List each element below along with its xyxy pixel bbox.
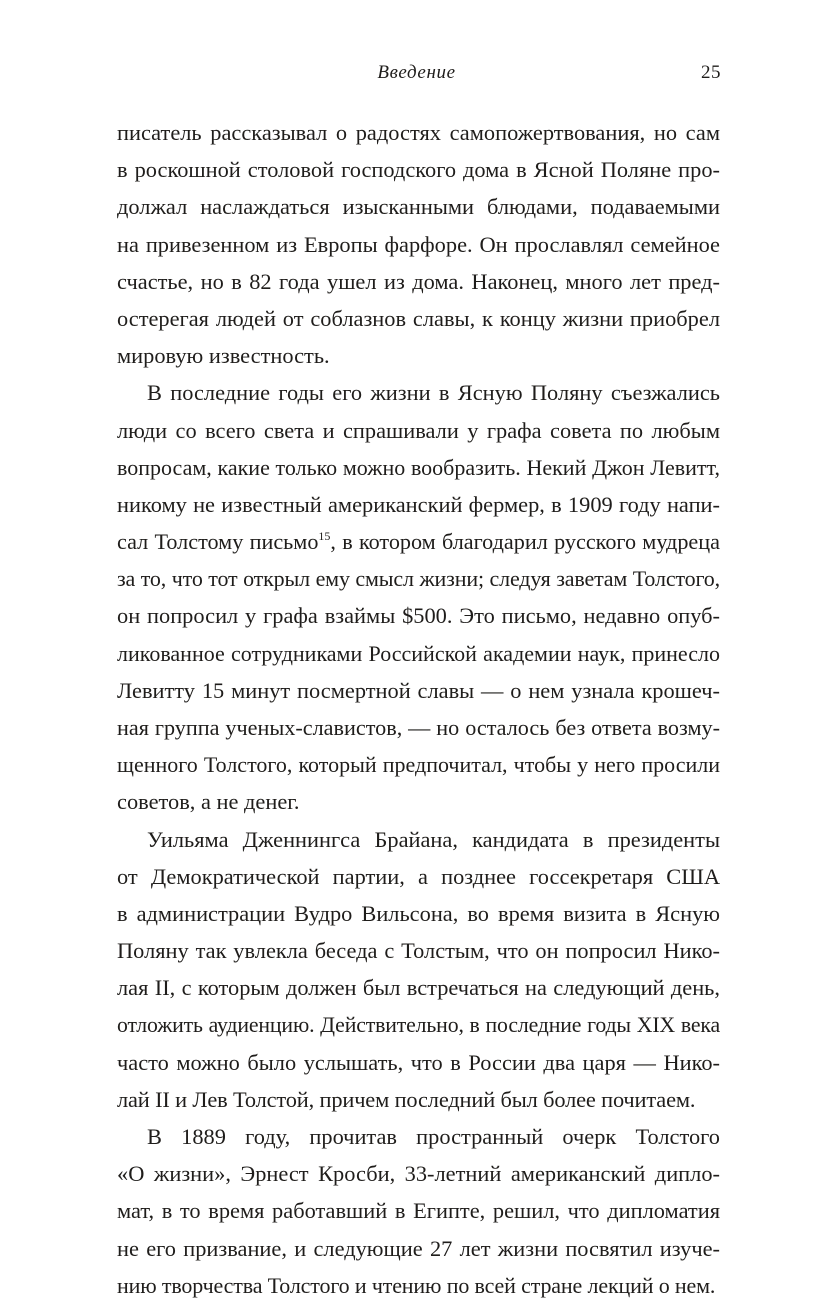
text-line: В 1889 году, прочитав пространный очерк Толстого — [147, 1124, 720, 1150]
text-line: советов, а не денег. — [117, 789, 300, 815]
text-line: люди со всего света и спрашивали у графа совета по любым — [117, 417, 720, 443]
text-line: писатель рассказывал о радостях самопожертвования, но сам — [117, 120, 720, 145]
text-line: ная группа ученых-славистов, — но осталось без ответа возму- — [117, 715, 720, 740]
text-line: лая II, с которым должен был встречаться на следующий день, — [117, 975, 720, 1001]
text-line: ликованное сотрудниками Российской академии наук, принесло — [117, 640, 720, 666]
text-line: должал наслаждаться изысканными блюдами, подаваемыми — [117, 194, 720, 220]
text-line: вопросам, какие только можно вообразить. Некий Джон Левитт, — [117, 454, 720, 480]
text-line: за то, что тот открыл ему смысл жизни; следуя заветам Толстого, — [117, 566, 720, 592]
text-line: мировую известность. — [117, 343, 330, 369]
text-line: Уильяма Дженнингса Брайана, кандидата в президенты — [147, 826, 720, 852]
text-fragment: сал Толстому письмо — [117, 529, 319, 555]
body-text — [117, 114, 720, 1304]
text-line-with-footnote — [117, 523, 720, 560]
paragraph-4 — [117, 1118, 720, 1304]
text-line: в роскошной столовой господского дома в Ясной Поляне про- — [117, 157, 720, 183]
text-line: лай II и Лев Толстой, причем последний был более почитаем. — [117, 1086, 696, 1112]
text-line: на привезенном из Европы фарфоре. Он прославлял семейное — [117, 231, 720, 257]
text-line: от Демократической партии, а позднее госсекретаря США — [117, 863, 720, 889]
text-line: он попросил у графа взаймы $500. Это письмо, недавно опуб- — [117, 603, 720, 629]
paragraph-3 — [117, 821, 720, 1119]
text-line: В последние годы его жизни в Ясную Поляну съезжались — [147, 380, 720, 406]
paragraph-1 — [117, 114, 720, 374]
text-line: Левитту 15 минут посмертной славы — о нем узнала крошеч- — [117, 677, 720, 703]
text-line: Поляну так увлекла беседа с Толстым, что он попросил Нико- — [117, 938, 720, 964]
text-line: в администрации Вудро Вильсона, во время визита в Ясную — [117, 900, 720, 926]
text-line: щенного Толстого, который предпочитал, чтобы у него просили — [117, 752, 720, 778]
text-line: счастье, но в 82 года ушел из дома. Наконец, много лет пред- — [117, 268, 720, 294]
footnote-reference: 15 — [318, 529, 331, 544]
text-line: не его призвание, и следующие 27 лет жизни посвятил изуче- — [117, 1235, 720, 1261]
running-title: Введение — [377, 62, 456, 83]
text-line: отложить аудиенцию. Действительно, в последние годы XIX века — [117, 1012, 720, 1037]
page-number: 25 — [701, 62, 721, 83]
paragraph-2 — [117, 374, 720, 820]
text-line: остерегая людей от соблазнов славы, к концу жизни приобрел — [117, 305, 720, 331]
text-line: нию творчества Толстого и чтению по всей стране лекций о нем. — [117, 1272, 716, 1298]
text-fragment: , в котором благодарил русского мудреца — [330, 529, 720, 555]
text-line: «О жизни», Эрнест Кросби, 33-летний американский дипло- — [117, 1161, 720, 1187]
text-line: мат, в то время работавший в Египте, решил, что дипломатия — [117, 1198, 720, 1224]
text-line: часто можно было услышать, что в России два царя — Нико- — [117, 1049, 720, 1075]
text-line: никому не известный американский фермер, в 1909 году напи- — [117, 491, 720, 517]
